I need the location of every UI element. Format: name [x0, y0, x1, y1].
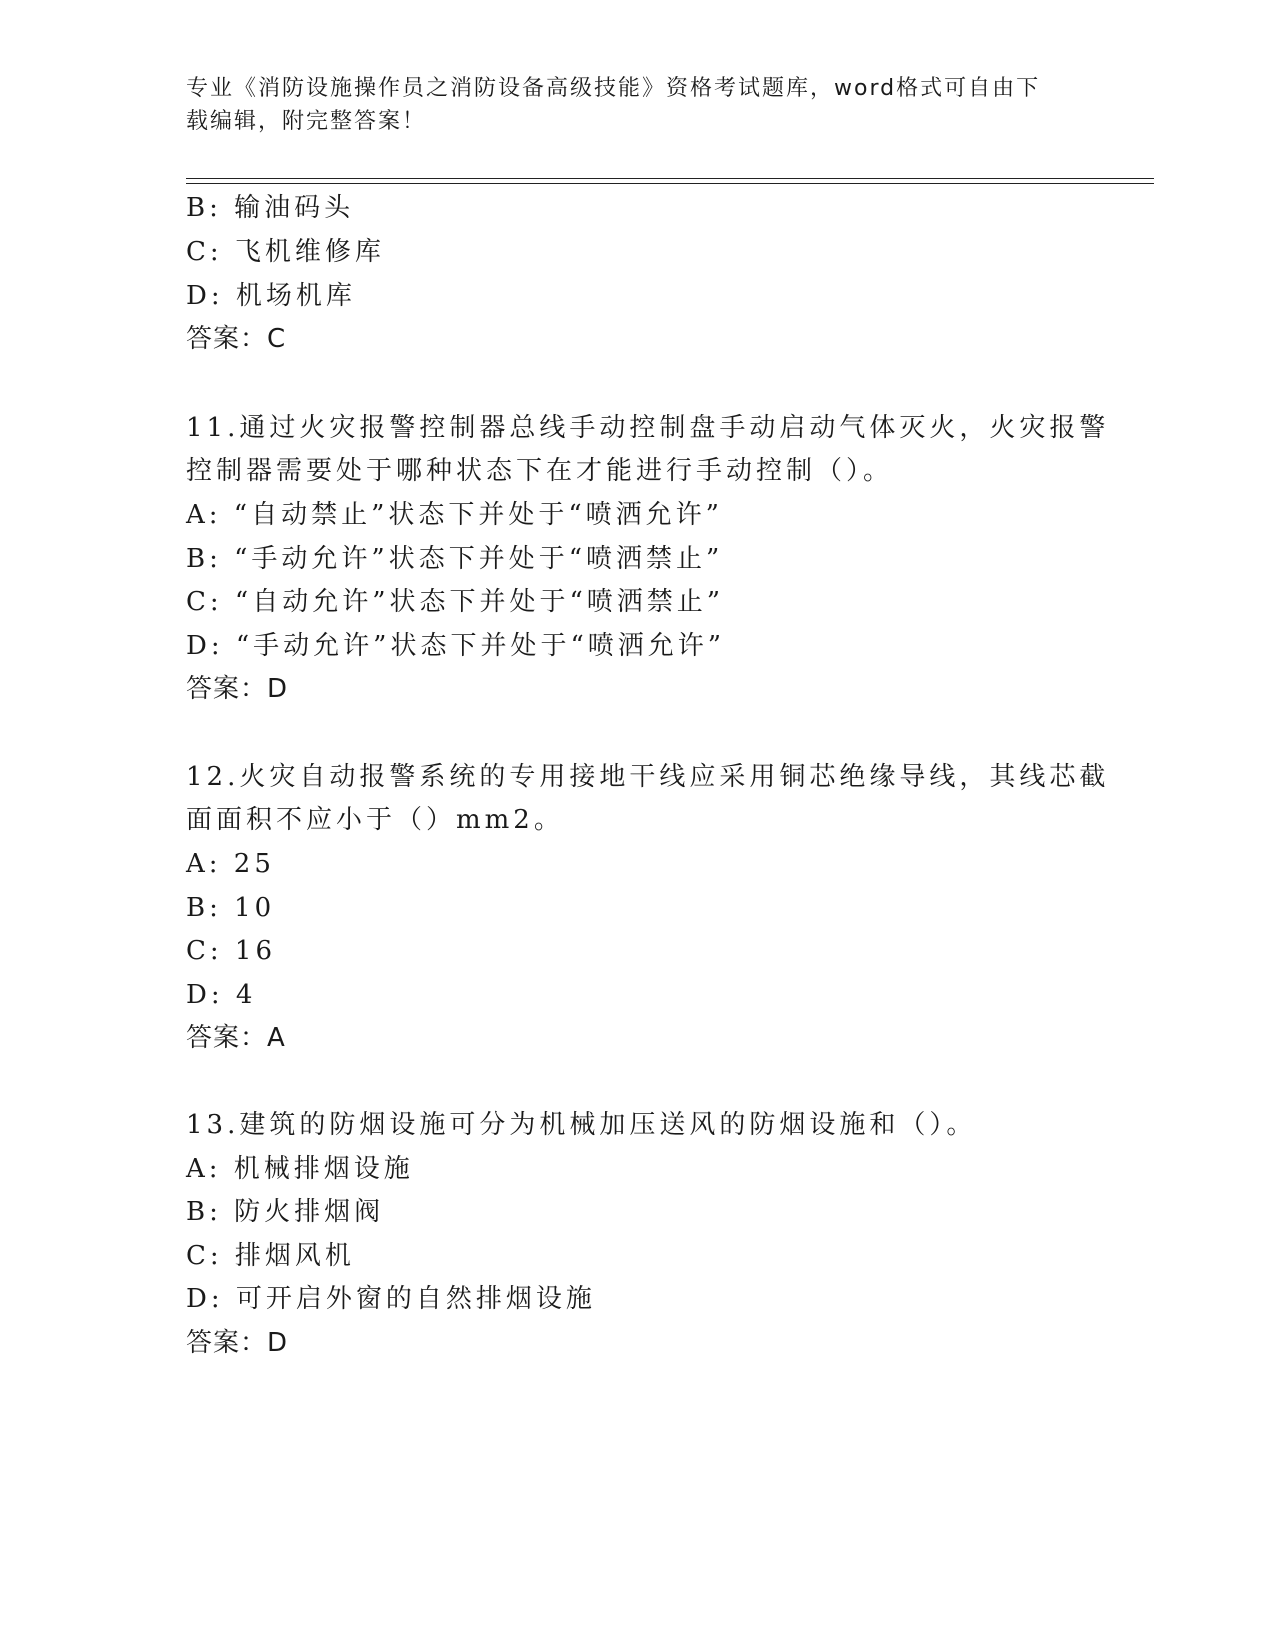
option-b: B: 输油码头 [186, 193, 355, 223]
option-c: C: 排烟风机 [186, 1241, 355, 1271]
option-c: C: 16 [186, 936, 277, 966]
option-a: A: 25 [186, 849, 275, 879]
option-d: D: 可开启外窗的自然排烟设施 [186, 1284, 596, 1314]
question-stem-line-1: 11.通过火灾报警控制器总线手动控制盘手动启动气体灭火，火灾报警 [186, 413, 1110, 443]
header-divider-top [186, 178, 1154, 179]
question-stem-line-1: 13.建筑的防烟设施可分为机械加压送风的防烟设施和（）。 [186, 1110, 977, 1140]
document-header [186, 72, 1086, 138]
option-b: B: 防火排烟阀 [186, 1197, 385, 1227]
option-c: C: 飞机维修库 [186, 237, 385, 267]
header-line-1: 专业《消防设施操作员之消防设备高级技能》资格考试题库，word格式可自由下 [186, 76, 1041, 101]
option-a: A: 机械排烟设施 [186, 1154, 414, 1184]
option-b: B: 10 [186, 893, 276, 923]
header-line-2: 载编辑，附完整答案！ [186, 109, 427, 134]
question-stem-line-1: 12.火灾自动报警系统的专用接地干线应采用铜芯绝缘导线，其线芯截 [186, 762, 1110, 792]
question-stem-line-2: 面面积不应小于（）mm2。 [186, 805, 564, 835]
header-divider-bottom [186, 183, 1154, 184]
answer-line: 答案：D [186, 674, 289, 704]
question-stem-line-2: 控制器需要处于哪种状态下在才能进行手动控制（）。 [186, 456, 894, 486]
option-c: C: “自动允许”状态下并处于“喷洒禁止” [186, 587, 725, 617]
option-d: D: 机场机库 [186, 281, 356, 311]
option-d: D: “手动允许”状态下并处于“喷洒允许” [186, 631, 726, 661]
answer-line: 答案：C [186, 324, 287, 354]
option-a: A: “自动禁止”状态下并处于“喷洒允许” [186, 500, 723, 530]
answer-line: 答案：D [186, 1328, 289, 1358]
answer-line: 答案：A [186, 1023, 286, 1053]
option-b: B: “手动允许”状态下并处于“喷洒禁止” [186, 544, 724, 574]
option-d: D: 4 [186, 980, 257, 1010]
